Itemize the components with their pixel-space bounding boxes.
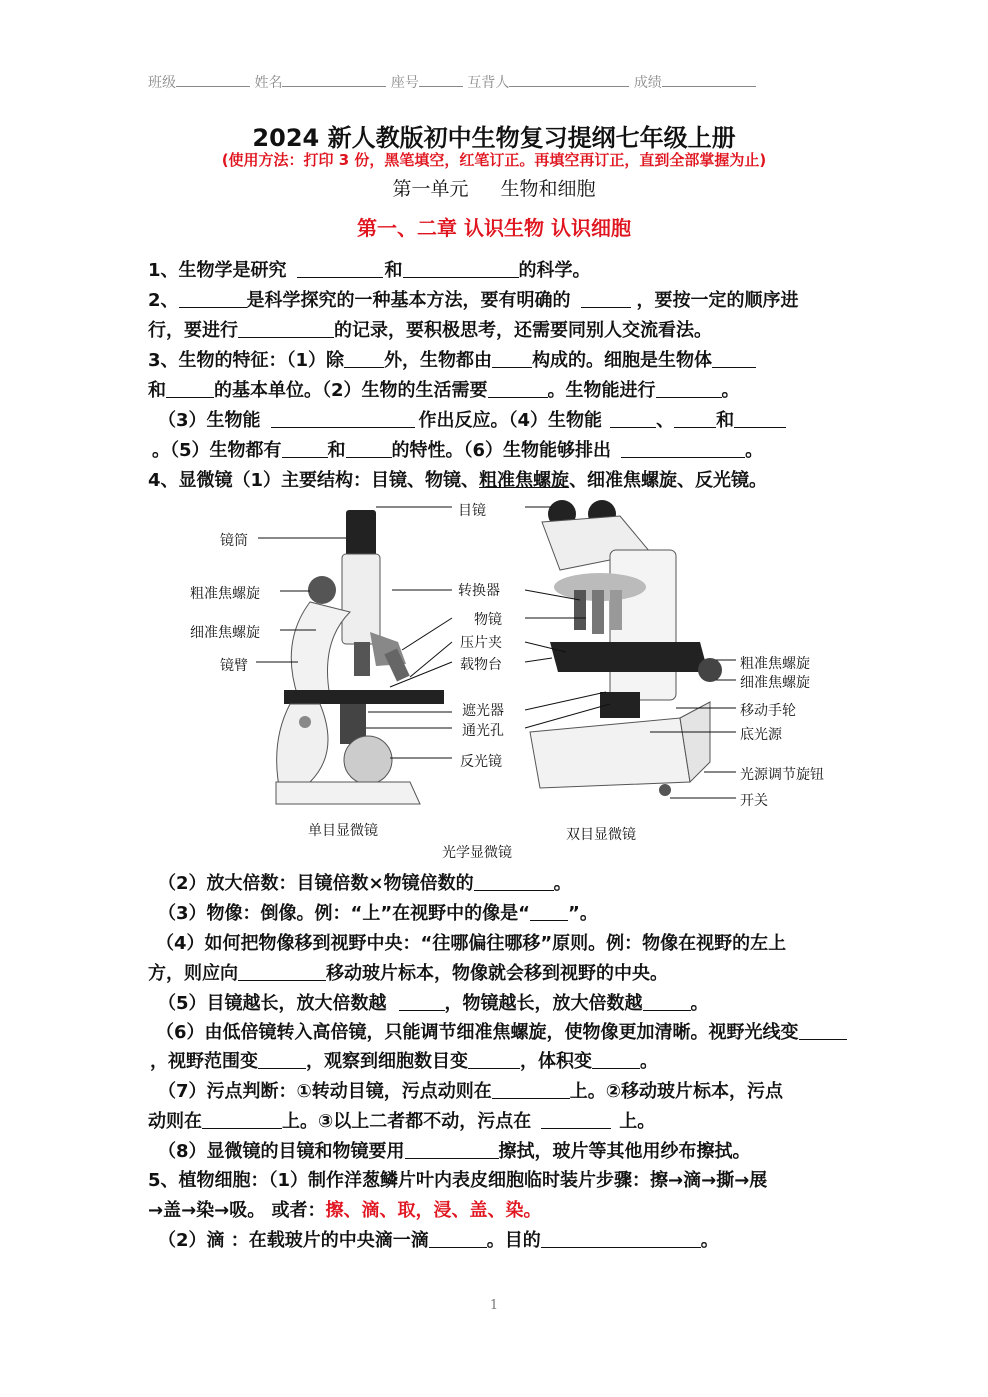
label-stage: 载物台: [460, 657, 502, 673]
blank[interactable]: [405, 1140, 499, 1159]
q4-text: 方，则应向: [148, 963, 238, 984]
blank[interactable]: [166, 379, 214, 398]
score-label: 成绩: [633, 75, 662, 91]
q4-text: 。: [553, 873, 572, 894]
q3-text: 。: [721, 380, 740, 401]
seat-field[interactable]: [419, 73, 463, 87]
q5-text: 5、植物细胞：（1）制作洋葱鳞片叶内表皮细胞临时装片步骤：擦→滴→撕→展: [148, 1170, 768, 1191]
unit-name: 第一单元: [392, 178, 469, 200]
label-nosepiece: 转换器: [458, 583, 500, 599]
blank[interactable]: [656, 379, 722, 398]
question-5-line-2: [148, 1196, 542, 1222]
blank[interactable]: [344, 349, 384, 368]
label-diaphragm: 遮光器: [462, 703, 504, 719]
binocular-microscope: [530, 500, 722, 796]
question-5-line-3: [158, 1226, 719, 1252]
q5-red-steps: 擦、滴、取，浸、盖、染。: [325, 1200, 542, 1221]
q2-text: 的记录，要积极思考，还需要同别人交流看法。: [334, 320, 712, 341]
q3-text: 和: [327, 440, 346, 461]
q4-text: 。: [640, 1051, 658, 1072]
q4-text: （4）如何把物像移到视野中央：“往哪偏往哪移”原则。例：物像在视野的左上: [156, 933, 787, 954]
question-3-line-4: [152, 436, 763, 462]
label-mirror: 反光镜: [460, 754, 502, 770]
q4-text: 、细准焦螺旋、反光镜。: [569, 470, 768, 491]
blank[interactable]: [610, 409, 656, 428]
q2-text: 行，要进行: [148, 320, 238, 341]
q4-text: ，体积变: [520, 1051, 592, 1072]
label-switch: 开关: [740, 793, 768, 809]
label-arm: 镜臂: [220, 658, 248, 674]
blank[interactable]: [734, 409, 786, 428]
blank[interactable]: [271, 409, 415, 428]
label-coarse-bino: 粗准焦螺旋: [740, 656, 810, 672]
unit-topic: 生物和细胞: [500, 178, 596, 200]
q4-text: ，观察到细胞数目变: [306, 1051, 468, 1072]
label-coarse-mono: 粗准焦螺旋: [190, 586, 260, 602]
question-5-line-1: [148, 1166, 767, 1192]
class-field[interactable]: [176, 73, 250, 87]
chapter-heading: 第一、二章 认识生物 认识细胞: [357, 216, 631, 240]
document-title: 2024 新人教版初中生物复习提纲七年级上册: [252, 124, 736, 152]
question-1: [148, 256, 591, 282]
q1-text: 和: [384, 260, 403, 281]
q3-text: 3、生物的特征：（1）除: [148, 350, 345, 371]
q2-text: 2、: [148, 290, 179, 311]
blank[interactable]: [799, 1021, 847, 1040]
q3-text: 外，生物都由: [384, 350, 493, 371]
q4-part-5: [158, 989, 709, 1015]
q4-part-2: [158, 869, 572, 895]
blank[interactable]: [474, 872, 554, 891]
q4-text: （2）放大倍数：目镜倍数×物镜倍数的: [158, 873, 474, 894]
q4-part-6-line-1: [156, 1018, 847, 1044]
class-label: 班级: [148, 75, 176, 91]
blank[interactable]: [346, 439, 392, 458]
label-light-knob: 光源调节旋钮: [740, 767, 824, 783]
blank[interactable]: [488, 379, 548, 398]
blank[interactable]: [541, 1110, 611, 1129]
q4-text: 4、显微镜（1）主要结构：目镜、物镜、: [148, 470, 480, 491]
question-3-line-3: [158, 406, 786, 432]
blank[interactable]: [468, 1050, 520, 1069]
q3-text: 、: [656, 410, 675, 431]
blank[interactable]: [258, 1050, 306, 1069]
usage-note: (使用方法：打印 3 份，黑笔填空，红笔订正。再填空再订正，直到全部掌握为止): [221, 151, 767, 169]
label-fine-mono: 细准焦螺旋: [190, 625, 260, 641]
q5-text: →盖→染→吸。 或者：: [148, 1200, 326, 1221]
q4-part-7-line-2: [148, 1107, 655, 1133]
q4-part-3: [158, 899, 598, 925]
student-info-header: [148, 72, 756, 92]
blank[interactable]: [179, 289, 247, 308]
q4-text: ，物镜越长，放大倍数越: [444, 993, 643, 1014]
blank[interactable]: [541, 1229, 701, 1248]
label-objective: 物镜: [474, 612, 502, 628]
question-2-line-1: [148, 286, 799, 312]
q3-text: 的基本单位。（2）生物的生活需要: [214, 380, 488, 401]
q4-text: 移动玻片标本，物像就会移到视野的中央。: [326, 963, 668, 984]
blank[interactable]: [403, 259, 519, 278]
blank[interactable]: [592, 1050, 640, 1069]
blank[interactable]: [297, 259, 383, 278]
caption-binocular: 双目显微镜: [566, 827, 636, 843]
blank[interactable]: [492, 1080, 570, 1099]
caption-optical-microscope: 光学显微镜: [442, 845, 512, 861]
label-lamp: 底光源: [740, 727, 782, 743]
q1-text: 的科学。: [518, 260, 591, 281]
label-tube: 镜筒: [220, 533, 248, 549]
q5-text: 。目的: [486, 1230, 541, 1251]
question-2-line-2: [148, 316, 712, 342]
blank[interactable]: [202, 1110, 282, 1129]
q3-text: （3）生物能: [158, 410, 261, 431]
name-field[interactable]: [282, 73, 386, 87]
blank[interactable]: [712, 349, 756, 368]
q4-text: （3）物像：倒像。例：“上”在视野中的像是“: [158, 903, 531, 924]
blank[interactable]: [530, 902, 568, 921]
caption-monocular: 单目显微镜: [308, 823, 378, 839]
q4-text: 上。: [619, 1111, 656, 1132]
q2-text: 是科学探究的一种基本方法，要有明确的: [246, 290, 571, 311]
label-fine-bino: 细准焦螺旋: [740, 675, 810, 691]
partner-label: 互背人: [467, 75, 510, 91]
blank[interactable]: [238, 319, 334, 338]
label-eyepiece: 目镜: [458, 503, 486, 519]
blank[interactable]: [643, 992, 691, 1011]
coarse-focus-underlined: 粗准焦螺旋: [479, 470, 570, 491]
blank[interactable]: [238, 962, 326, 981]
q2-text: ，要按一定的顺序进: [636, 290, 799, 311]
q4-text: （6）由低倍镜转入高倍镜，只能调节细准焦螺旋，使物像更加清晰。视野光线变: [156, 1022, 799, 1043]
q4-part-8: [158, 1137, 751, 1163]
q4-text: （8）显微镜的目镜和物镜要用: [158, 1141, 405, 1162]
q3-text: 构成的。细胞是生物体: [532, 350, 713, 371]
q4-text: 上。②移动玻片标本，污点: [569, 1081, 784, 1102]
label-handwheel: 移动手轮: [740, 703, 796, 719]
blank[interactable]: [492, 349, 532, 368]
q4-part-7-line-1: [158, 1077, 783, 1103]
q4-text: 擦拭，玻片等其他用纱布擦拭。: [498, 1141, 751, 1162]
blank[interactable]: [282, 439, 328, 458]
q4-part-4-line-2: [148, 959, 668, 985]
q5-text: （2）滴 ：在载玻片的中央滴一滴: [158, 1230, 429, 1251]
q4-text: 。: [690, 993, 709, 1014]
q3-text: 。生物能进行: [547, 380, 656, 401]
q1-text: 1、生物学是研究: [148, 260, 287, 281]
blank[interactable]: [674, 409, 716, 428]
q3-text: 和: [716, 410, 735, 431]
q4-text: 动则在: [148, 1111, 202, 1132]
question-3-line-1: [148, 346, 756, 372]
q5-text: 。: [700, 1230, 719, 1251]
blank[interactable]: [399, 992, 445, 1011]
q4-text: （5）目镜越长，放大倍数越: [158, 993, 387, 1014]
q3-text: 。: [745, 440, 764, 461]
blank[interactable]: [429, 1229, 487, 1248]
q4-text: 上。③以上二者都不动，污点在: [282, 1111, 532, 1132]
q4-part-4-line-1: [156, 929, 786, 955]
q3-text: 。（5）生物都有: [152, 440, 282, 461]
blank[interactable]: [621, 439, 745, 458]
partner-field[interactable]: [509, 73, 629, 87]
q3-text: 的特性。（6）生物能够排出: [391, 440, 612, 461]
q4-text: （7）污点判断：①转动目镜，污点动则在: [158, 1081, 492, 1102]
q4-text: ”。: [568, 903, 598, 924]
score-field[interactable]: [662, 73, 756, 87]
q4-part-6-line-2: [150, 1047, 658, 1073]
page-number: 1: [489, 1298, 499, 1313]
name-label: 姓名: [254, 75, 283, 91]
unit-heading: [0, 174, 988, 201]
monocular-microscope: [276, 510, 444, 804]
seat-label: 座号: [390, 75, 419, 91]
label-clip: 压片夹: [460, 635, 502, 651]
question-3-line-2: [148, 376, 740, 402]
q3-text: 和: [148, 380, 166, 401]
q3-text: 作出反应。（4）生物能: [418, 410, 603, 431]
question-4: [148, 466, 767, 492]
blank[interactable]: [581, 289, 631, 308]
label-aperture: 通光孔: [462, 723, 504, 739]
q4-text: ，视野范围变: [150, 1051, 258, 1072]
